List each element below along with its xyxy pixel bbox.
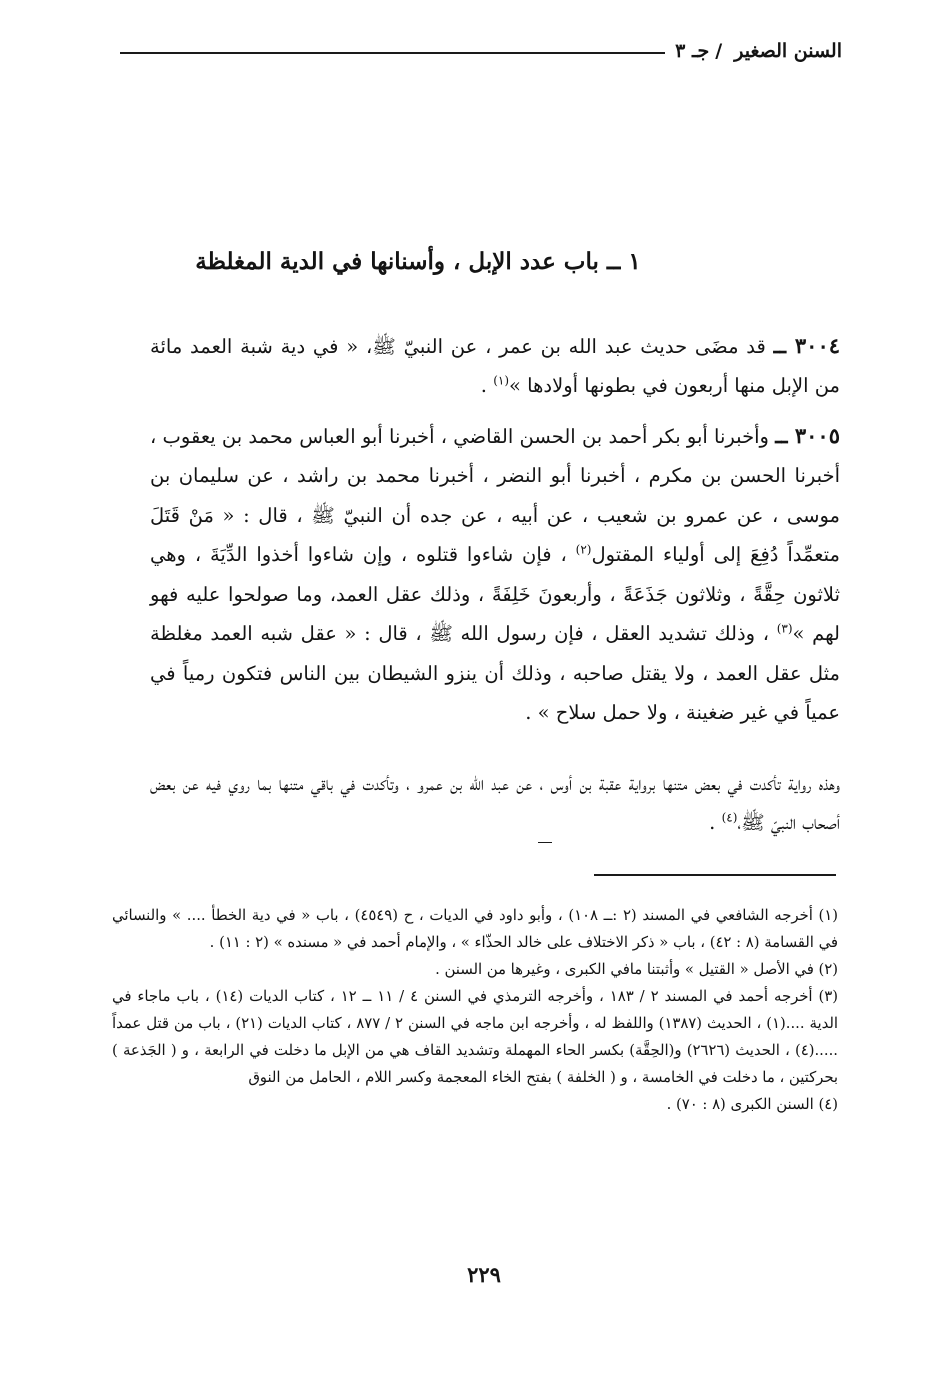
footnote-1: (١) أخرجه الشافعي في المسند (٢ :ــ ١٠٨) ، وأبو داود في الديات ، ح (٤٥٤٩) ، باب « في دية الخطأ .... » والنسائي في القسامة (٨ : ٤٢) ، باب « ذكر الاختلاف على خالد الحذّاء » ، والإمام أحمد في « مسنده » (٢ : ١١) . [112,907,838,951]
chapter-heading: ١ ــ باب عدد الإبل ، وأسنانها في الدية المغلظة [195,248,641,275]
footnote-ref: (١) [493,373,510,388]
header-separator: / [715,40,723,62]
hadith-number: ٣٠٠٥ ــ [775,422,840,448]
footnote-3: (٣) أخرجه أحمد في المسند ٢ / ١٨٣ ، وأخرجه الترمذي في السنن ٤ / ١١ ــ ١٢ ، كتاب الديات (١٤) ، باب ماجاء في الدية ....(١) ، الحديث (١٣٨٧) واللفظ له ، وأخرجه ابن ماجه في السنن ٢ / ٨٧٧ ، كتاب الديات (٢١) ، باب من قتل عمداً .....(٤) ، الحديث (٢٦٢٦) و(الحِقَّة) بكسر الحاء المهملة وتشديد القاف هي من الإبل ما دخلت في الرابعة ، و ( الجَذعة ) بحركتين ، ما دخلت في الخامسة ، و ( الخلفة ) بفتح الخاء المعجمة وكسر اللام ، الحامل من النوق [112,988,838,1086]
running-header [120,34,842,68]
narration-note [150,764,840,843]
book-title: السنن الصغير [734,40,842,62]
section-dash [538,842,552,843]
volume-label: جـ ٣ [675,40,710,62]
footnote-ref: (٢) [575,542,592,557]
hadith-paragraph [150,326,840,406]
footnote-ref: (٣) [776,621,793,636]
hadith-text: ، فإن شاءوا قتلوه ، وإن شاءوا أخذوا الدِّيَةَ ، وهي ثلاثون حِقَّةً ، وثلاثون جَذَعَةً ، وأربعونَ خَلِفَةً ، وذلك عقل العمد، وما صولحوا عليه فهو لهم » [150,543,840,645]
page-number: ٢٢٩ [467,1262,501,1287]
hadith-text-tail: . [480,374,494,397]
note-text-tail: . [709,811,722,834]
note-text: وهذه رواية تأكدت في بعض متنها برواية عقبة بن أوس ، عن عبد الله بن عمرو ، وتأكدت في باقي متنها بما روي فيه عن بعض أصحاب النبيّ ﷺ، [150,771,840,834]
footnote-2: (٢) في الأصل « القتيل » وأثبتنا مافي الكبرى ، وغيرها من السنن . [435,961,838,978]
hadith-text: وأخبرنا أبو بكر أحمد بن الحسن القاضي ، أخبرنا أبو العباس محمد بن يعقوب ، أخبرنا الحسن بن مكرم ، أخبرنا أبو النضر ، أخبرنا محمد بن راشد ، عن سليمان بن موسى ، عن عمرو بن شعيب ، عن أبيه ، عن جده أن النبيّ ﷺ ، قال : « مَنْ قَتَلَ متعمِّداً دُفِعَ إلى أولياء المقتول [150,424,840,566]
hadith-text: قد مضَى حديث عبد الله بن عمر ، عن النبيّ ﷺ، « في دية شبة العمد مائة من الإبل منها أربعون في بطونها أولادها » [150,334,840,397]
footnotes [112,902,838,1118]
header-rule [120,52,665,54]
hadith-text: ، وذلك تشديد العقل ، فإن رسول الله ﷺ ، قال : « عقل شبه العمد مغلظة مثل عقل العمد ، ولا يقتل صاحبه ، وذلك أن ينزو الشيطان بين الناس فتكون رمياً في عمياً في غير ضغينة ، ولا حمل سلاح » . [150,622,840,724]
footnote-4: (٤) السنن الكبرى (٨ : ٧٠) . [666,1096,838,1113]
hadith-paragraph [150,416,840,733]
hadith-number: ٣٠٠٤ ــ [773,332,841,358]
footnote-ref: (٤) [721,810,738,825]
footnote-rule [594,874,836,876]
